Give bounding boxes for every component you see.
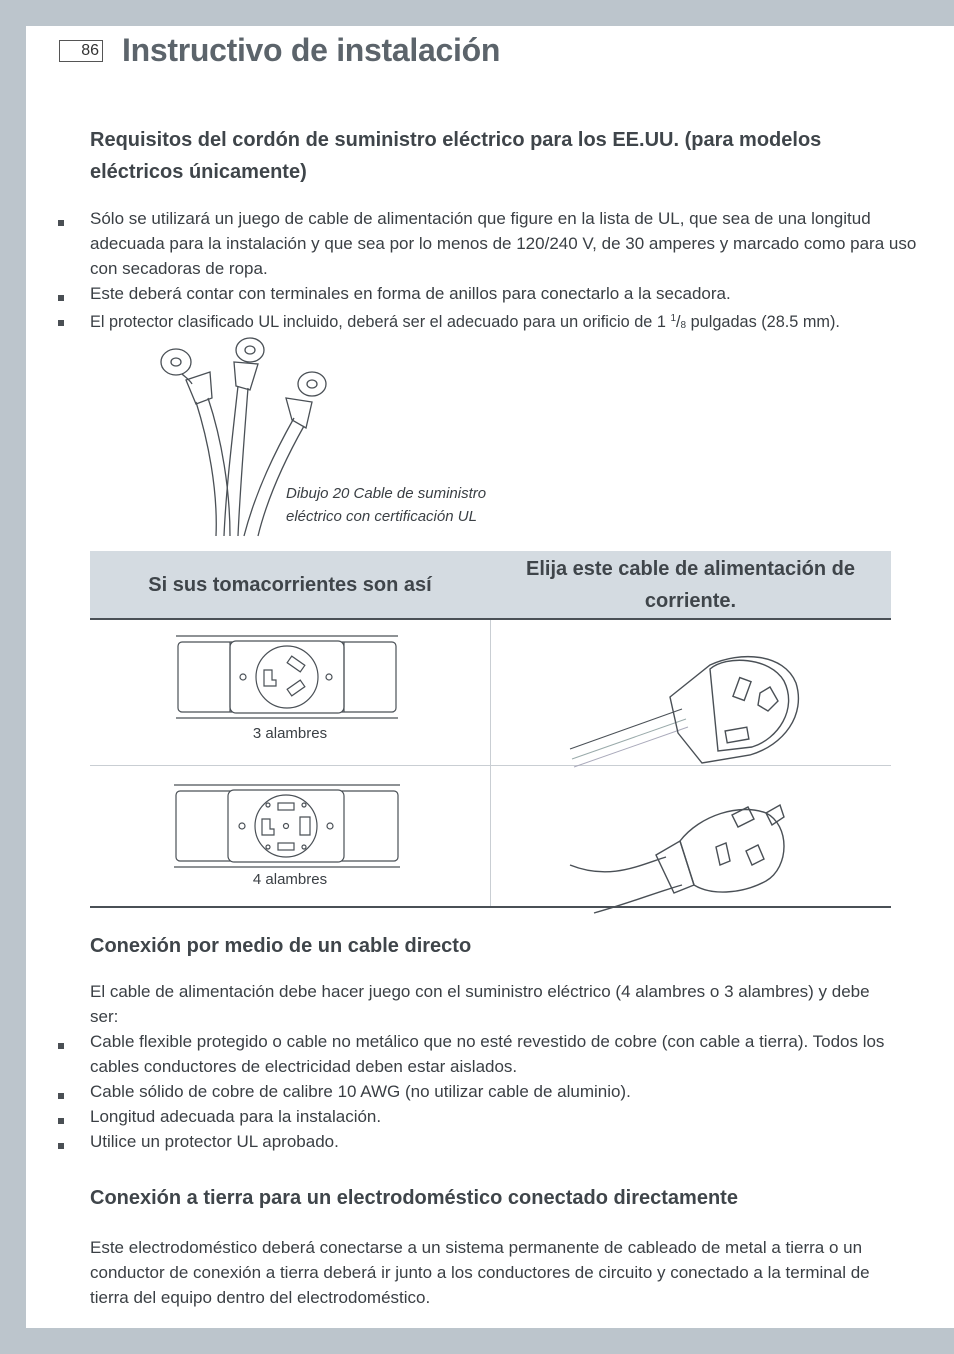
outlet-cord-table bbox=[90, 551, 891, 908]
plug-3-prong-icon bbox=[570, 643, 800, 783]
list-item-text: El protector clasificado UL incluido, deberá ser el adecuado para un orificio de 1 bbox=[90, 313, 671, 331]
section-heading-cord-requirements bbox=[90, 124, 821, 188]
section-body: Este electrodoméstico deberá conectarse a un sistema permanente de cableado de metal a tierra o un conductor de conexión a tierra deberá ir junto a los conductores de circuito y conectado a la terminal de tierra del equipo dentro del electrodoméstico. bbox=[90, 1238, 870, 1307]
column-header: Elija este cable de alimentación de corriente. bbox=[525, 557, 856, 612]
section-heading-direct-cable: Conexión por medio de un cable directo bbox=[90, 935, 472, 957]
plug-4-prong-icon bbox=[570, 785, 800, 915]
outlet-label: 3 alambres bbox=[252, 725, 328, 742]
heading-line: Requisitos del cordón de suministro eléctrico para los EE.UU. (para modelos bbox=[90, 129, 822, 151]
caption-line: eléctrico con certificación UL bbox=[286, 508, 477, 525]
outlet-4-wire-icon bbox=[174, 783, 400, 869]
cord-requirements-list bbox=[90, 206, 930, 338]
list-item-text: pulgadas (28.5 mm). bbox=[686, 313, 840, 331]
figure-caption bbox=[286, 482, 516, 528]
column-header: Si sus tomacorrientes son así bbox=[148, 573, 432, 596]
list-item: Utilice un protector UL aprobado. bbox=[90, 1129, 890, 1154]
outlet-label: 4 alambres bbox=[252, 871, 328, 888]
direct-cable-list bbox=[90, 1029, 890, 1154]
caption-line: Dibujo 20 Cable de suministro bbox=[286, 485, 487, 502]
list-item: Cable sólido de cobre de calibre 10 AWG (no utilizar cable de aluminio). bbox=[90, 1079, 890, 1104]
heading-line: eléctricos únicamente) bbox=[90, 161, 307, 183]
fraction-denominator: 8 bbox=[680, 320, 687, 331]
column-divider bbox=[490, 620, 491, 906]
section-intro: El cable de alimentación debe hacer juego con el suministro eléctrico (4 alambres o 3 alambres) y debe ser: bbox=[90, 982, 870, 1026]
page-title: Instructivo de instalación bbox=[122, 32, 501, 68]
section-heading-grounding: Conexión a tierra para un electrodoméstico conectado directamente bbox=[90, 1187, 738, 1209]
outlet-3-wire-icon bbox=[176, 634, 398, 720]
fraction-numerator: 1 bbox=[670, 313, 676, 324]
page bbox=[26, 26, 954, 1328]
list-item: Longitud adecuada para la instalación. bbox=[90, 1104, 890, 1129]
list-item: El protector clasificado UL incluido, deberá ser el adecuado para un orificio de 1 $^1/_8$ pulgadas (28.5 mm). bbox=[90, 306, 930, 338]
list-item: Este deberá contar con terminales en forma de anillos para conectarlo a la secadora. bbox=[90, 281, 930, 306]
table-header bbox=[90, 551, 891, 620]
page-number: 86 bbox=[59, 40, 103, 62]
list-item: Sólo se utilizará un juego de cable de alimentación que figure en la lista de UL, que sea de una longitud adecuada para la instalación y que sea por lo menos de 120/240 V, de 30 amperes y marcado como para uso con secadoras de ropa. bbox=[90, 206, 930, 281]
list-item: Cable flexible protegido o cable no metálico que no esté revestido de cobre (con cable a tierra). Todos los cables conductores de electricidad deben estar aislados. bbox=[90, 1029, 890, 1079]
